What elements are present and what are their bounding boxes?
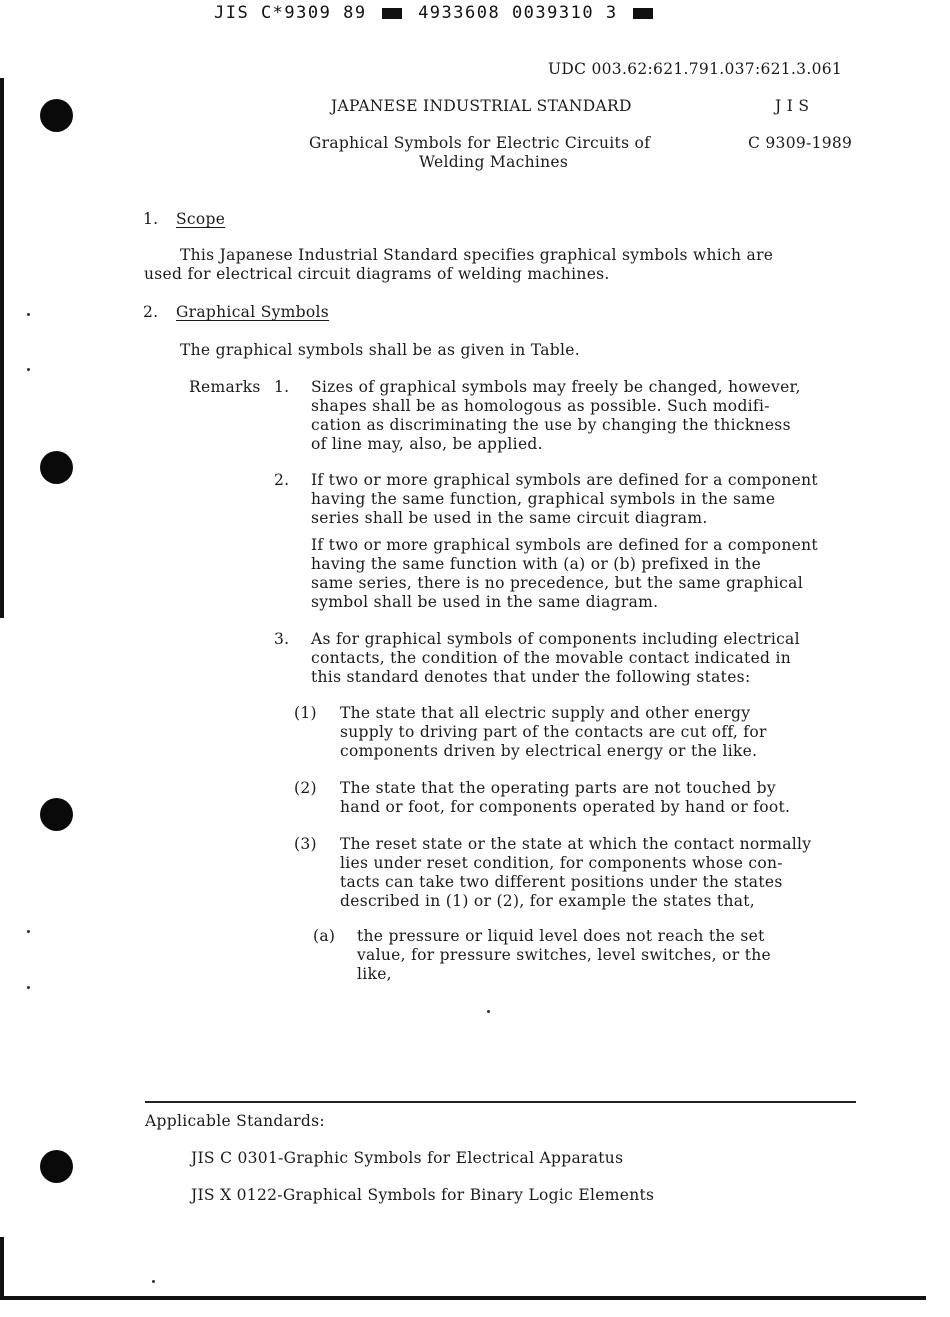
remark-line: If two or more graphical symbols are defined for a component <box>311 536 818 554</box>
remarks-label: Remarks <box>189 378 261 396</box>
footnote-divider <box>145 1101 856 1103</box>
sub-item-a-text <box>357 927 771 984</box>
applicable-standard-item: JIS X 0122-Graphical Symbols for Binary Logic Elements <box>191 1186 655 1204</box>
state-line: hand or foot, for components operated by hand or foot. <box>340 798 791 816</box>
scan-speck <box>27 313 30 316</box>
punch-hole <box>40 798 73 831</box>
remark-line: symbol shall be used in the same diagram. <box>311 593 659 611</box>
punch-hole <box>40 1150 73 1183</box>
scan-speck <box>27 986 30 989</box>
state-3-text <box>340 835 811 911</box>
block-mark <box>633 8 653 19</box>
punch-hole <box>40 99 73 132</box>
scan-speck <box>487 1010 490 1013</box>
remark-line: cation as discriminating the use by changing the thickness <box>311 416 791 434</box>
state-line: components driven by electrical energy or the like. <box>340 742 758 760</box>
scope-text-line: This Japanese Industrial Standard specifies graphical symbols which are <box>180 246 774 264</box>
scan-speck <box>27 368 30 371</box>
document-control-code <box>214 3 657 23</box>
remark-2-text <box>311 471 818 528</box>
remark-2-extra-text <box>311 536 818 612</box>
applicable-standard-item: JIS C 0301-Graphic Symbols for Electrical Apparatus <box>191 1149 624 1167</box>
state-line: supply to driving part of the contacts are cut off, for <box>340 723 767 741</box>
section-number: 1. <box>143 210 159 228</box>
scan-bottom-edge <box>0 1296 926 1300</box>
jis-label: J I S <box>775 97 810 115</box>
state-number: (2) <box>294 779 317 797</box>
state-line: described in (1) or (2), for example the states that, <box>340 892 756 910</box>
scope-text-line: used for electrical circuit diagrams of welding machines. <box>144 265 610 283</box>
state-line: The state that all electric supply and other energy <box>340 704 751 722</box>
scan-edge-line-bottom <box>0 1237 4 1299</box>
remark-1-text <box>311 378 801 454</box>
sub-item-line: the pressure or liquid level does not reach the set <box>357 927 765 945</box>
standard-name: JAPANESE INDUSTRIAL STANDARD <box>331 97 632 115</box>
title-line-1: Graphical Symbols for Electric Circuits of <box>309 134 651 152</box>
remark-line: same series, there is no precedence, but the same graphical <box>311 574 803 592</box>
remark-line: Sizes of graphical symbols may freely be changed, however, <box>311 378 801 396</box>
section-number: 2. <box>143 303 159 321</box>
scan-speck <box>27 930 30 933</box>
remark-line: having the same function, graphical symbols in the same <box>311 490 776 508</box>
state-line: The state that the operating parts are not touched by <box>340 779 776 797</box>
section-heading-graphical-symbols: Graphical Symbols <box>176 303 330 321</box>
remark-line: this standard denotes that under the following states: <box>311 668 751 686</box>
state-number: (1) <box>294 704 317 722</box>
sub-item-label: (a) <box>313 927 336 945</box>
sub-item-line: value, for pressure switches, level switches, or the <box>357 946 771 964</box>
section-text-line: The graphical symbols shall be as given in Table. <box>180 341 580 359</box>
state-line: lies under reset condition, for components whose con- <box>340 854 783 872</box>
state-number: (3) <box>294 835 317 853</box>
remark-number: 1. <box>274 378 290 396</box>
punch-hole <box>40 451 73 484</box>
remark-line: If two or more graphical symbols are defined for a component <box>311 471 818 489</box>
standard-number: C 9309-1989 <box>748 134 853 152</box>
remark-3-text <box>311 630 800 687</box>
control-code-part1: JIS C*9309 89 <box>214 3 367 23</box>
remark-line: contacts, the condition of the movable contact indicated in <box>311 649 792 667</box>
state-1-text <box>340 704 767 761</box>
state-line: tacts can take two different positions under the states <box>340 873 783 891</box>
scan-speck <box>152 1280 155 1283</box>
remark-line: shapes shall be as homologous as possible. Such modifi- <box>311 397 770 415</box>
applicable-standards-label: Applicable Standards: <box>145 1112 325 1130</box>
state-2-text <box>340 779 790 817</box>
remark-line: series shall be used in the same circuit diagram. <box>311 509 708 527</box>
control-code-part2: 4933608 0039310 3 <box>418 3 618 23</box>
remark-line: of line may, also, be applied. <box>311 435 543 453</box>
scan-edge-line-top <box>0 78 4 618</box>
title-line-2: Welding Machines <box>419 153 569 171</box>
state-line: The reset state or the state at which the contact normally <box>340 835 812 853</box>
remark-line: having the same function with (a) or (b) prefixed in the <box>311 555 762 573</box>
sub-item-line: like, <box>357 965 392 983</box>
remark-number: 3. <box>274 630 290 648</box>
remark-line: As for graphical symbols of components including electrical <box>311 630 800 648</box>
block-mark <box>382 8 402 19</box>
udc-classification: UDC 003.62:621.791.037:621.3.061 <box>548 60 843 78</box>
remark-number: 2. <box>274 471 290 489</box>
section-heading-scope: Scope <box>176 210 226 228</box>
